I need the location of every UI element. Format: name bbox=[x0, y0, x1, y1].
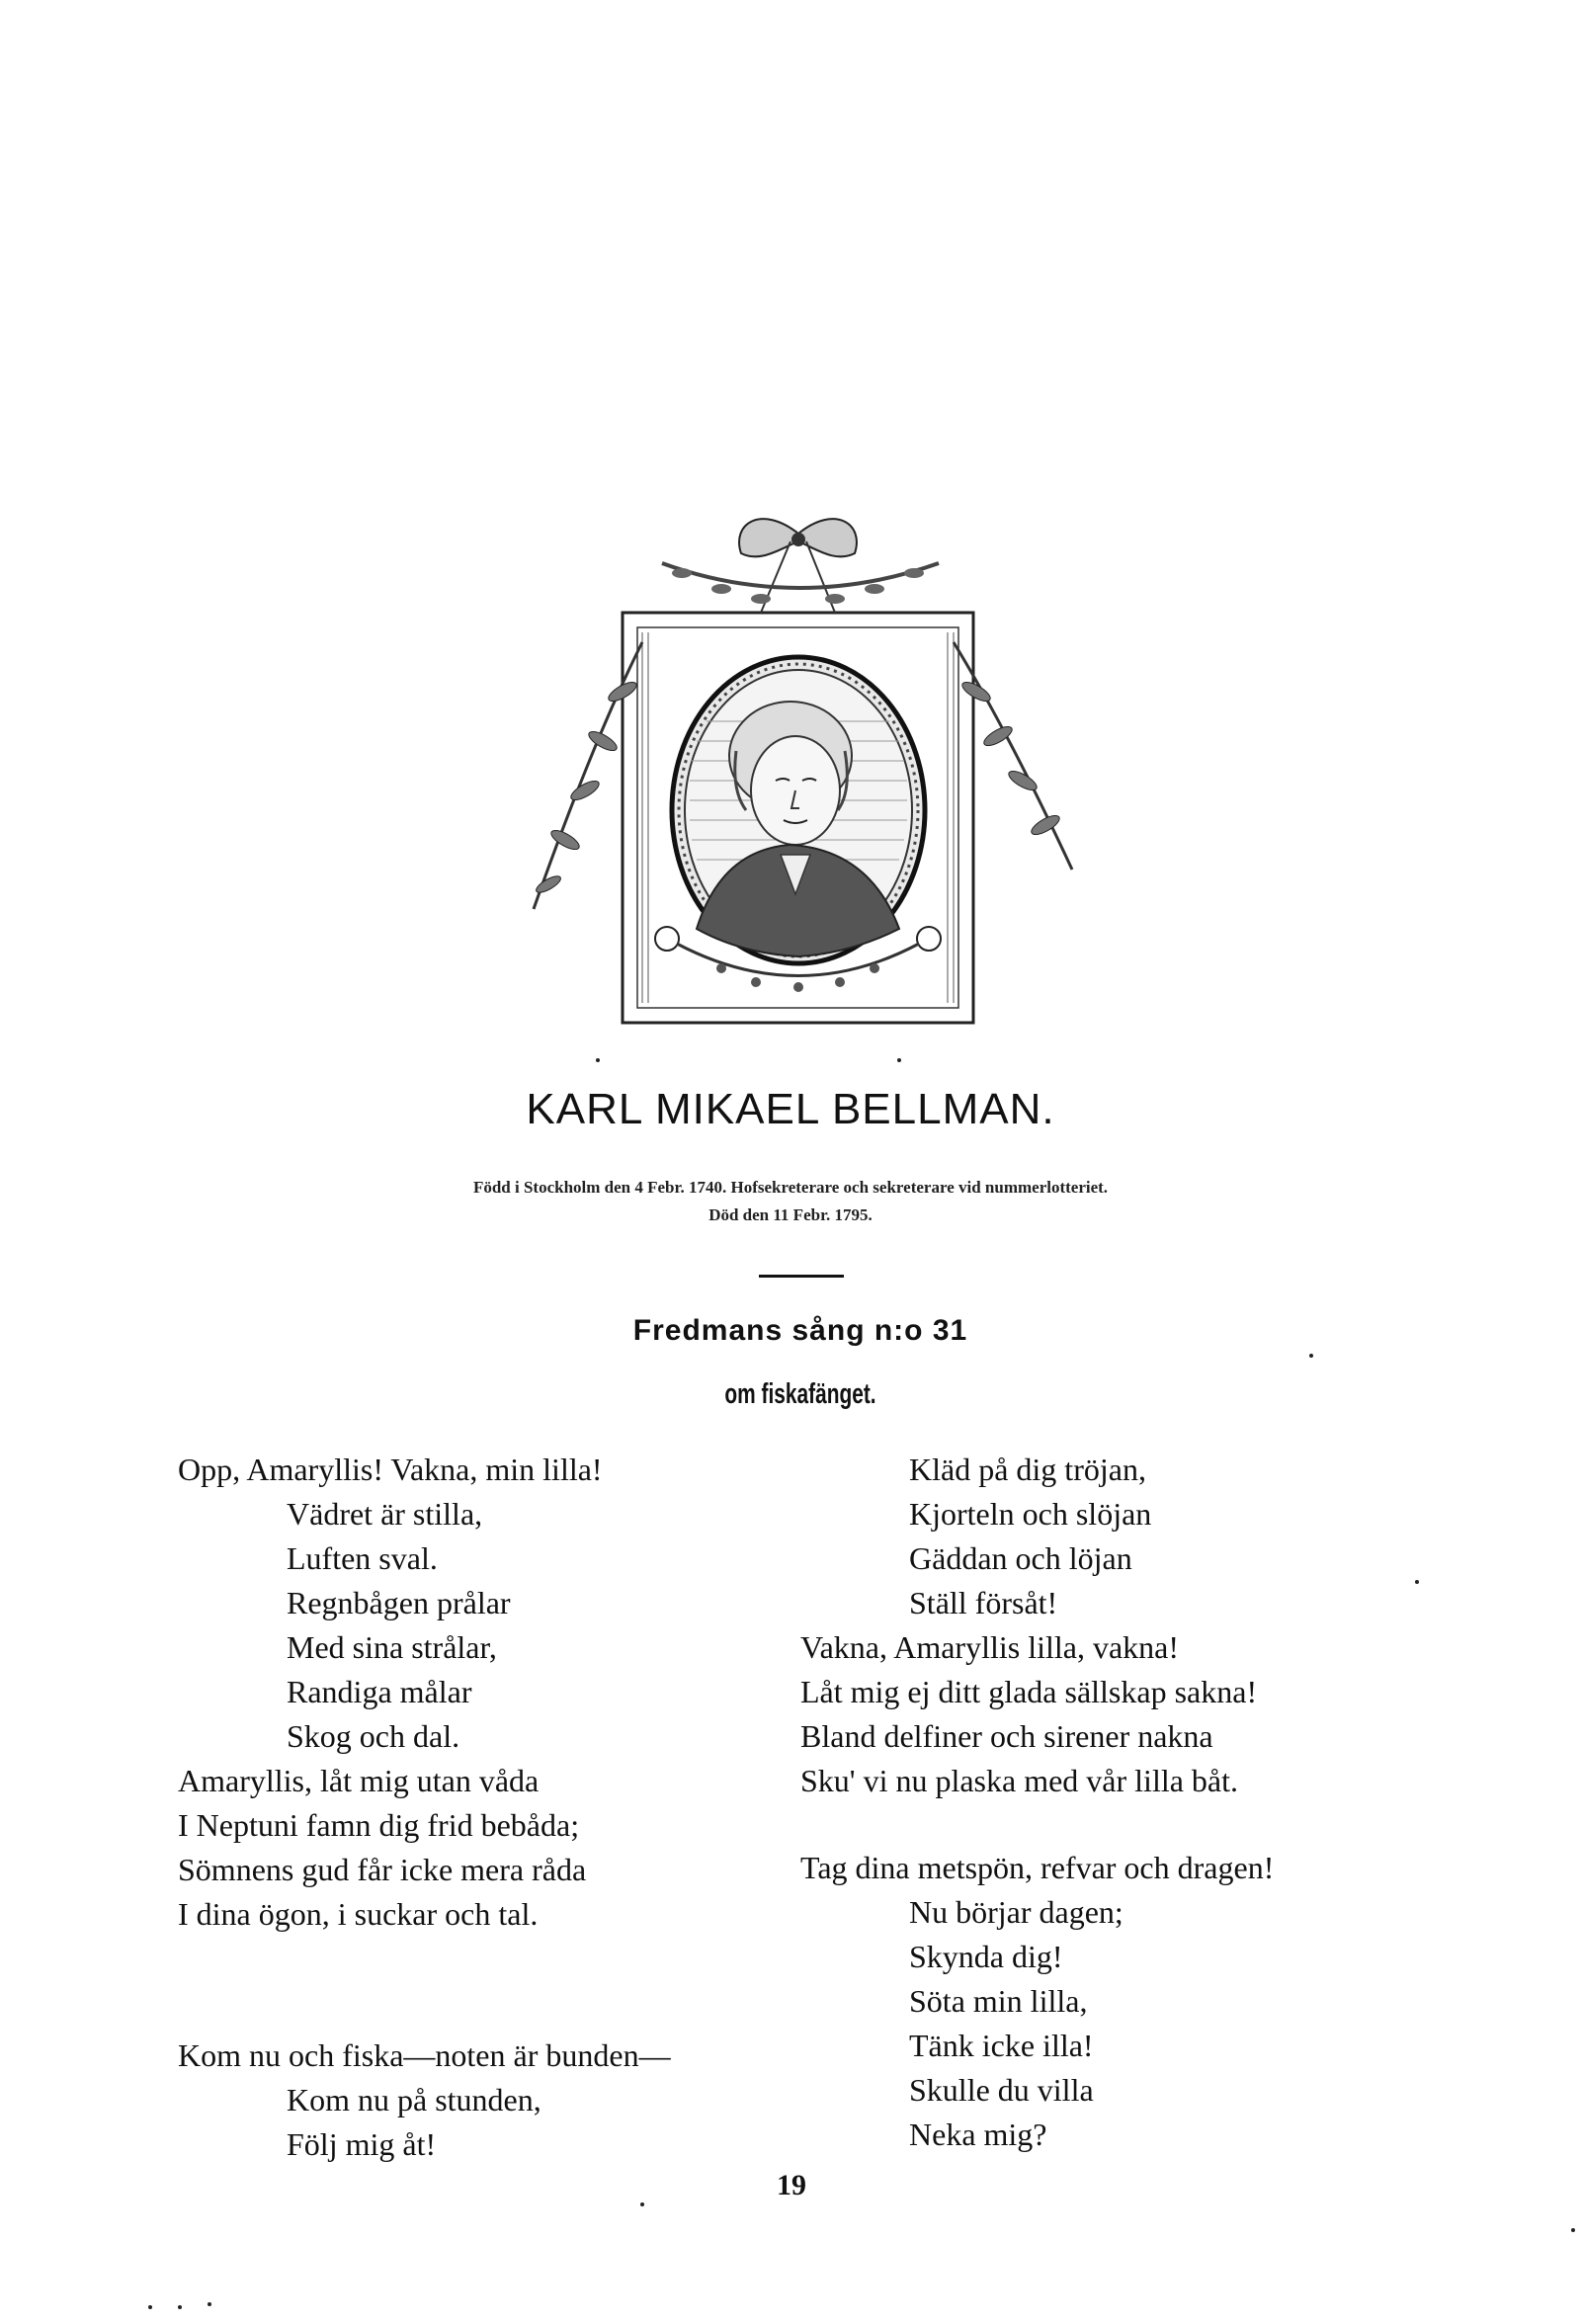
verse-line: Sömnens gud får icke mera råda bbox=[178, 1852, 587, 1887]
verse-line: Med sina strålar, bbox=[287, 1629, 497, 1665]
verse-line: Skog och dal. bbox=[287, 1718, 460, 1754]
scan-speck bbox=[148, 2305, 152, 2309]
scan-speck bbox=[640, 2202, 644, 2206]
verse-line: Kom nu på stunden, bbox=[287, 2082, 541, 2117]
verse-line: Tänk icke illa! bbox=[909, 2028, 1094, 2063]
verse-line: Skynda dig! bbox=[909, 1939, 1063, 1974]
verse-line: Vädret är stilla, bbox=[287, 1496, 483, 1532]
verse-line: Ställ försåt! bbox=[909, 1585, 1058, 1620]
author-bio-line-1: Född i Stockholm den 4 Febr. 1740. Hofsekreterare och sekreterare vid nummerlotteriet. bbox=[472, 1178, 1109, 1197]
scan-speck bbox=[596, 1058, 600, 1062]
verse-right-block-1 bbox=[800, 1448, 1257, 1803]
verse-line: Bland delfiner och sirener nakna bbox=[800, 1718, 1213, 1754]
scan-speck bbox=[1309, 1354, 1313, 1358]
author-bio-line-2: Död den 11 Febr. 1795. bbox=[708, 1205, 873, 1224]
verse-line: Nu börjar dagen; bbox=[909, 1894, 1123, 1930]
scan-speck bbox=[1571, 2228, 1575, 2232]
portrait-engraving bbox=[494, 494, 1107, 1033]
verse-line: Kjorteln och slöjan bbox=[909, 1496, 1152, 1532]
verse-left-block-1 bbox=[178, 1448, 603, 1937]
verse-line: Sku' vi nu plaska med vår lilla båt. bbox=[800, 1763, 1239, 1798]
verse-line: Kom nu och fiska—noten är bunden— bbox=[178, 2037, 671, 2073]
verse-line: Följ mig åt! bbox=[287, 2126, 437, 2162]
scan-speck bbox=[178, 2305, 182, 2309]
verse-line: Kläd på dig tröjan, bbox=[909, 1452, 1146, 1487]
song-subtitle: om fiskafänget. bbox=[724, 1378, 876, 1410]
page-number: 19 bbox=[777, 2169, 806, 2201]
verse-line: I dina ögon, i suckar och tal. bbox=[178, 1896, 539, 1932]
divider-rule bbox=[759, 1275, 844, 1278]
verse-line: Luften sval. bbox=[287, 1540, 438, 1576]
verse-right-block-2 bbox=[800, 1846, 1274, 2157]
verse-line: I Neptuni famn dig frid bebåda; bbox=[178, 1807, 580, 1843]
verse-line: Gäddan och löjan bbox=[909, 1540, 1132, 1576]
scan-speck bbox=[897, 1058, 901, 1062]
verse-line: Låt mig ej ditt glada sällskap sakna! bbox=[800, 1674, 1258, 1709]
verse-line: Neka mig? bbox=[909, 2116, 1047, 2152]
scan-speck bbox=[1415, 1580, 1419, 1584]
verse-line: Vakna, Amaryllis lilla, vakna! bbox=[800, 1629, 1180, 1665]
song-title: Fredmans sång n:o 31 bbox=[632, 1314, 968, 1347]
verse-line: Amaryllis, låt mig utan våda bbox=[178, 1763, 540, 1798]
verse-line: Randiga målar bbox=[287, 1674, 472, 1709]
author-name: KARL MIKAEL BELLMAN. bbox=[526, 1085, 1055, 1133]
verse-line: Skulle du villa bbox=[909, 2072, 1094, 2108]
scan-speck bbox=[208, 2302, 211, 2306]
verse-line: Regnbågen prålar bbox=[287, 1585, 511, 1620]
verse-line: Opp, Amaryllis! Vakna, min lilla! bbox=[178, 1452, 603, 1487]
verse-line: Tag dina metspön, refvar och dragen! bbox=[800, 1850, 1275, 1885]
verse-line: Söta min lilla, bbox=[909, 1983, 1088, 2019]
verse-left-block-2 bbox=[178, 2034, 671, 2167]
